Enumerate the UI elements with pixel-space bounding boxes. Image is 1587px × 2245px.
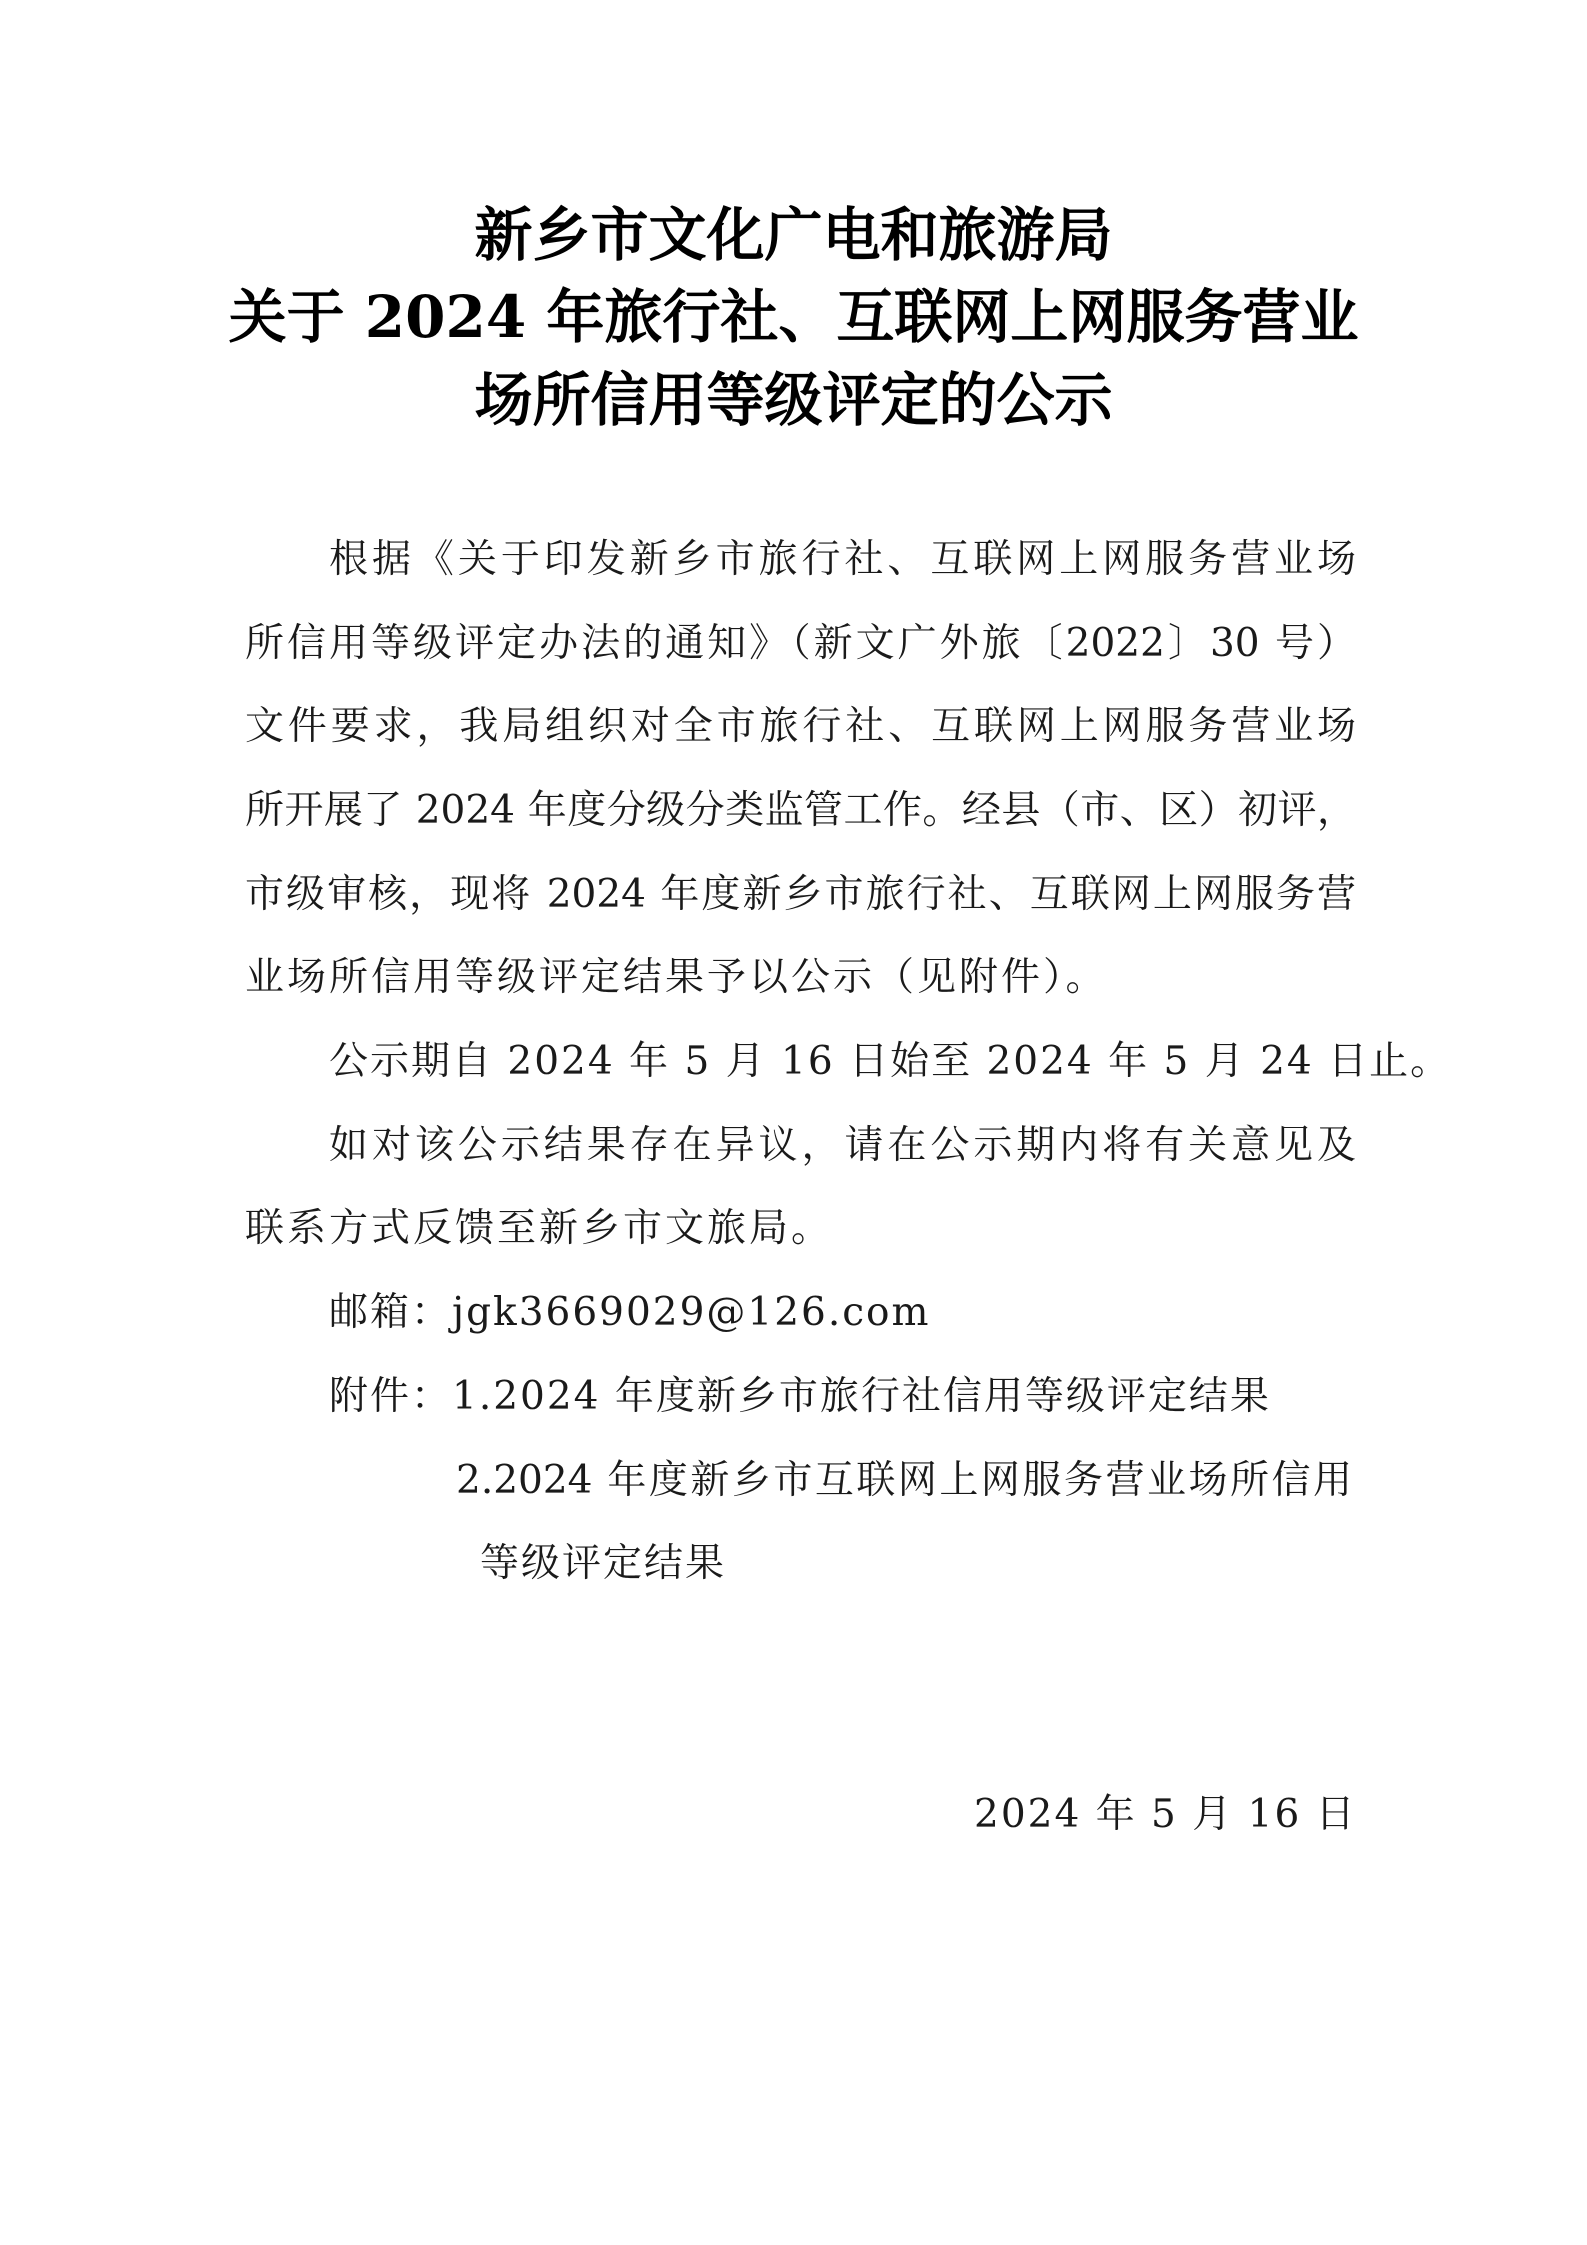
objection-line-1: 如对该公示结果存在异议，请在公示期内将有关意见及	[329, 1123, 1356, 1168]
body-line-2: 所信用等级评定办法的通知》（新文广外旅〔2022〕30 号）	[245, 621, 1356, 666]
page-title-line-1: 新乡市文化广电和旅游局	[474, 201, 1113, 269]
page-title-line-3: 场所信用等级评定的公示	[474, 366, 1113, 434]
objection-line-2: 联系方式反馈至新乡市文旅局。	[245, 1206, 834, 1251]
attachment-line-1: 附件：1.2024 年度新乡市旅行社信用等级评定结果	[329, 1374, 1271, 1419]
body-line-5: 市级审核，现将 2024 年度新乡市旅行社、互联网上网服务营	[245, 872, 1356, 917]
body-line-3: 文件要求，我局组织对全市旅行社、互联网上网服务营业场	[245, 704, 1356, 749]
email-line: 邮箱：jgk3669029@126.com	[329, 1290, 931, 1335]
issue-date: 2024 年 5 月 16 日	[974, 1792, 1357, 1837]
attachment-line-2: 2.2024 年度新乡市互联网上网服务营业场所信用	[456, 1458, 1352, 1503]
body-line-6: 业场所信用等级评定结果予以公示（见附件）。	[245, 955, 1108, 1000]
body-line-1: 根据《关于印发新乡市旅行社、互联网上网服务营业场	[329, 537, 1356, 582]
attachment-line-3: 等级评定结果	[480, 1541, 727, 1586]
publicity-period-line: 公示期自 2024 年 5 月 16 日始至 2024 年 5 月 24 日止。	[329, 1039, 1452, 1084]
body-line-4: 所开展了 2024 年度分级分类监管工作。经县（市、区）初评，	[245, 788, 1356, 833]
page-title-line-2: 关于 2024 年旅行社、互联网上网服务营业	[228, 283, 1359, 351]
